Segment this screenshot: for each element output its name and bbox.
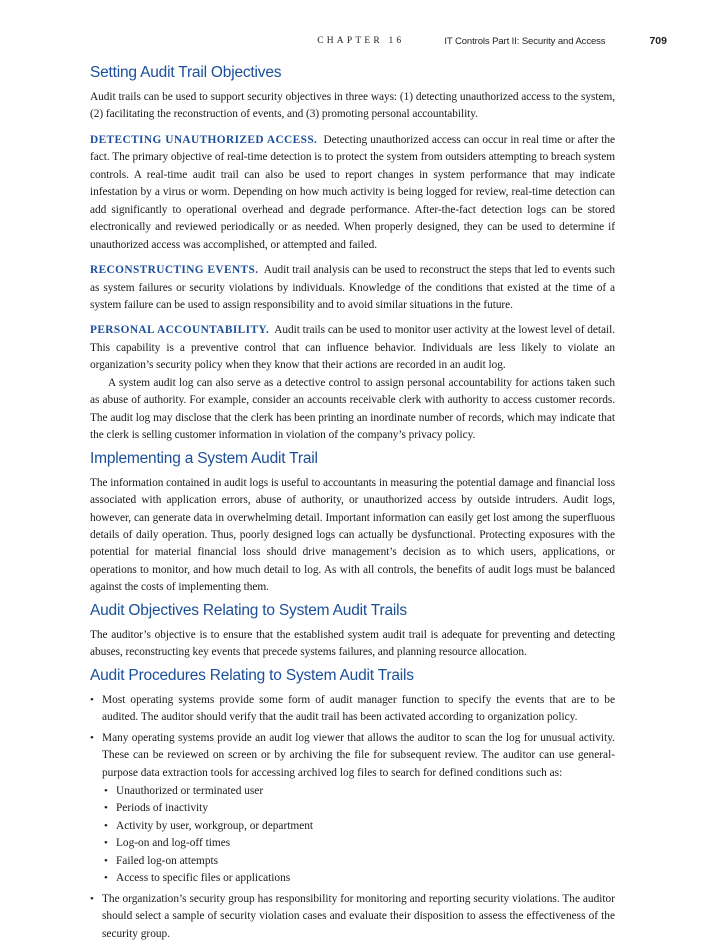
list-item: • Most operating systems provide some form of audit manager function to specify the events that are to be audited. The auditor should verify that the audit trail has been activated according to organization policy. [90,692,615,727]
list-item: • Failed log-on attempts [102,853,615,870]
heading-audit-objectives: Audit Objectives Relating to System Audit Trails [90,601,407,619]
detecting-paragraph [90,132,615,254]
conditions-list [102,783,615,888]
running-head [67,30,667,52]
list-item: • The organization’s security group has responsibility for monitoring and reporting security violations. The auditor should select a sample of security violation cases and evaluate their disposition to assess the effectiveness of the security group. [90,891,615,943]
reconstructing-label: RECONSTRUCTING EVENTS. [90,264,259,277]
list-item: • Activity by user, workgroup, or department [102,818,615,835]
bullet-2-text: Many operating systems provide an audit log viewer that allows the auditor to scan the log for unusual activity. These can be reviewed on screen or by archiving the file for subsequent review. The auditor can use general-purpose data extraction tools for accessing archived log files to search for defined conditions such as: [102,731,615,779]
list-item [90,730,615,888]
reconstructing-text: Audit trail analysis can be used to reconstruct the steps that led to events such as system failures or security violations by individuals. Knowledge of the conditions that existed at the time of a system failure can be used to assign responsibility and to avoid similar situations in the future. [90,264,615,311]
reconstructing-paragraph [90,262,615,314]
personal-label: PERSONAL ACCOUNTABILITY. [90,324,270,337]
page-number: 709 [649,35,667,47]
personal-paragraph [90,322,615,374]
heading-implementing-audit-trail: Implementing a System Audit Trail [90,449,318,467]
implementing-paragraph: The information contained in audit logs is useful to accountants in measuring the potential damage and financial loss associated with application errors, abuse of authority, or unauthorized access by outside intruders. Audit logs, however, can generate data in overwhelming detail. Important information can easily get lost among the superfluous details of daily operation. Thus, poorly designed logs can actually be dysfunctional. Protecting exposures with the potential for material financial loss should drive management’s decision as to which users, applications, or operations to monitor, and how much detail to log. As with all controls, the benefits of audit logs must be balanced against the costs of implementing them. [90,476,615,594]
personal-text: Audit trails can be used to monitor user activity at the lowest level of detail. This capability is a preventive control that can influence behavior. Individuals are less likely to violate an organization’s security policy when they know that their actions are recorded in an audit log. [90,324,615,372]
chapter-title: IT Controls Part II: Security and Access [444,35,606,47]
chapter-label: CHAPTER 16 [317,36,405,46]
list-item: • Access to specific files or applications [102,870,615,887]
personal-paragraph-2: A system audit log can also serve as a detective control to assign personal accountability for actions taken such as abuse of authority. For example, consider an accounts receivable clerk with authority to access customer records. The audit log may disclose that the clerk has been printing an inordinate number of records, which may indicate that the clerk is selling customer information in violation of the company’s privacy policy. [90,376,615,442]
list-item: • Unauthorized or terminated user [102,783,615,800]
detecting-text: Detecting unauthorized access can occur in real time or after the fact. The primary objective of real-time detection is to protect the system from outsiders attempting to breach system controls. A real-time audit trail can also be used to report changes in system performance that may indicate infestation by a virus or worm. Depending on how much activity is being logged for review, real-time detection can add significantly to operational overhead and degrade performance. After-the-fact detection logs can be stored electronically and reviewed periodically or as needed. When properly designed, they can be used to determine if unauthorized access was accomplished, or attempted and failed. [90,133,615,251]
page-body [90,63,615,943]
audit-procedures-list [90,692,615,943]
detecting-label: DETECTING UNAUTHORIZED ACCESS. [90,133,318,146]
heading-audit-procedures: Audit Procedures Relating to System Audit Trails [90,666,414,684]
list-item: • Periods of inactivity [102,800,615,817]
list-item: • Log-on and log-off times [102,835,615,852]
objectives-intro: Audit trails can be used to support security objectives in three ways: (1) detecting unauthorized access to the system, (2) facilitating the reconstruction of events, and (3) promoting personal accountability. [90,91,615,121]
heading-setting-audit-trail-objectives: Setting Audit Trail Objectives [90,64,282,81]
audit-objectives-paragraph: The auditor’s objective is to ensure that the established system audit trail is adequate for preventing and detecting abuses, reconstructing key events that precede systems failures, and planning resource allocation. [90,628,615,659]
